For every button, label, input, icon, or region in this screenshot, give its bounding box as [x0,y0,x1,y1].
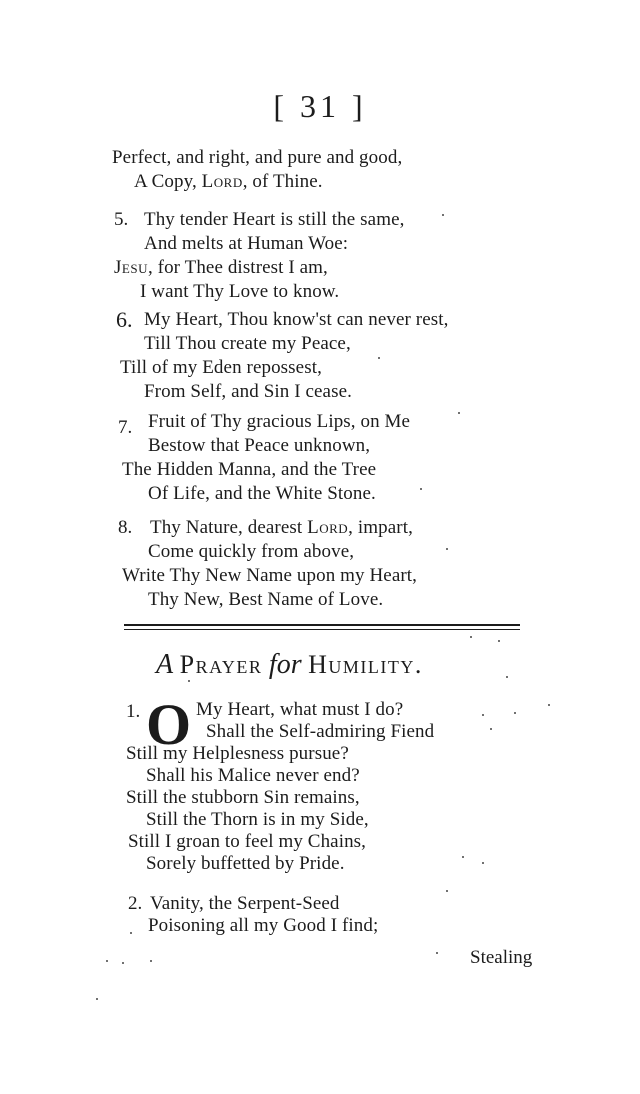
heading-humility: Humility. [308,650,423,679]
paper-speck [446,890,448,892]
paper-speck [442,214,444,216]
paper-speck [96,998,98,1000]
verse-line: Sorely buffetted by Pride. [146,853,345,874]
page-number: [ 31 ] [273,88,367,124]
stanza-number: 7. [118,417,133,438]
verse-line: Bestow that Peace unknown, [148,435,371,456]
paper-speck [462,856,464,858]
small-caps-word: Lord [307,517,349,538]
verse-line: My Heart, Thou know'st can never rest, [144,309,449,330]
heading-a: A [156,649,174,680]
paper-speck [506,676,508,678]
verse-line: Shall the Self-admiring Fiend [206,721,435,742]
paper-speck [122,962,124,964]
verse-line-text: A Copy, Lord, of Thine. [134,171,323,192]
verse-line: The Hidden Manna, and the Tree [122,459,377,480]
verse-line: Still I groan to feel my Chains, [128,831,367,852]
verse-line: Vanity, the Serpent-Seed [150,893,340,914]
stanza-number: 2. [128,893,143,914]
stanza-number: 1. [126,701,141,722]
paper-speck [470,636,472,638]
paper-speck [490,728,492,730]
verse-line: Fruit of Thy gracious Lips, on Me [148,411,411,432]
stanza-number: 5. [114,209,129,230]
paper-speck [446,548,448,550]
stanza-number: 8. [118,517,133,538]
stanza-number: 6. [116,307,133,332]
paper-speck [514,712,516,714]
verse-line: From Self, and Sin I cease. [144,381,352,402]
verse-line: Still my Helplesness pursue? [126,743,349,764]
section-heading [156,648,423,682]
verse-line: Thy New, Best Name of Love. [148,589,384,610]
verse-line: Till of my Eden repossest, [120,357,322,378]
verse-line [114,256,328,280]
small-caps-word: Lord [201,171,243,192]
verse-line: My Heart, what must I do? [196,699,404,720]
verse-line [134,170,323,194]
verse-line: Poisoning all my Good I find; [148,915,379,936]
section-divider-thin [124,629,520,630]
paper-speck [436,952,438,954]
paper-speck [498,640,500,642]
verse-line: And melts at Human Woe: [144,233,349,254]
heading-for: for [268,649,302,680]
verse-line: Still the Thorn is in my Side, [146,809,369,830]
verse-line: Still the stubborn Sin remains, [126,787,360,808]
paper-speck [150,960,152,962]
catchword: Stealing [470,947,533,968]
verse-line: Till Thou create my Peace, [144,333,351,354]
verse-line: Thy tender Heart is still the same, [144,209,405,230]
section-divider [124,624,520,626]
paper-speck [482,714,484,716]
verse-line: Write Thy New Name upon my Heart, [122,565,418,586]
verse-line: Perfect, and right, and pure and good, [112,147,403,168]
paper-speck [548,704,550,706]
verse-line: Come quickly from above, [148,541,355,562]
verse-line [150,516,413,540]
paper-speck [130,932,132,934]
paper-speck [458,412,460,414]
verse-line: I want Thy Love to know. [140,281,340,302]
verse-line: Shall his Malice never end? [146,765,360,786]
paper-speck [378,357,380,359]
paper-speck [420,488,422,490]
verse-line: Of Life, and the White Stone. [148,483,376,504]
heading-prayer: Prayer [179,650,263,679]
paper-speck [188,680,190,682]
paper-speck [482,862,484,864]
verse-line-text: Jesu, for Thee distrest I am, [114,257,328,278]
paper-speck [106,960,108,962]
small-caps-word: Jesu [114,257,148,278]
verse-line-text: Thy Nature, dearest Lord, impart, [150,517,413,538]
drop-cap: O [146,692,192,757]
